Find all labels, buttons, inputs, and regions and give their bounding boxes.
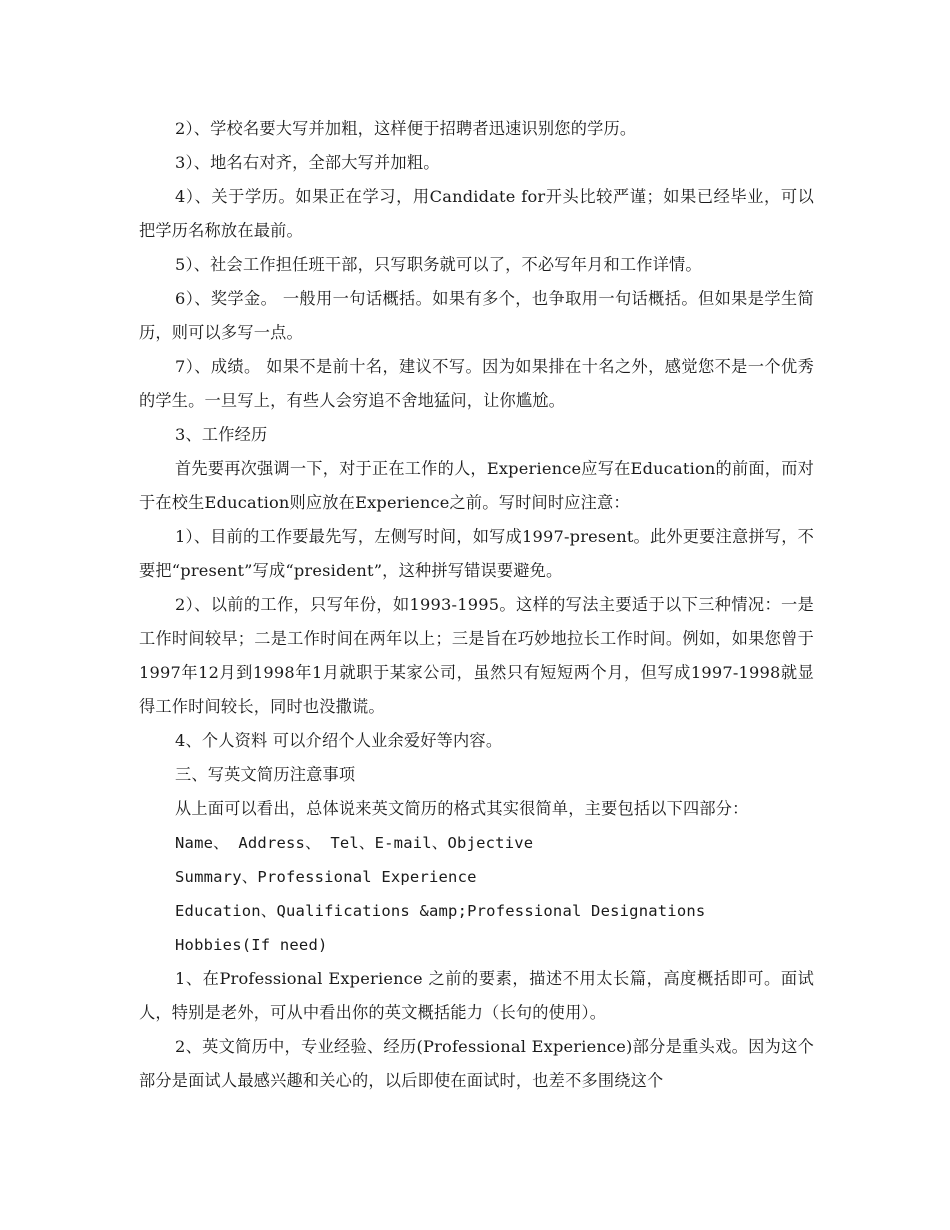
paragraph-professional-experience: 2、英文简历中，专业经验、经历(Professional Experience)部分是重头戏。因为这个部分是面试人最感兴趣和关心的，以后即使在面试时，也差不多围绕这个 xyxy=(139,1037,814,1090)
paragraph-school-name: 2）、学校名要大写并加粗，这样便于招聘者迅速识别您的学历。 xyxy=(175,119,637,138)
paragraph-current-job: 1）、目前的工作要最先写，左侧写时间，如写成1997-present。此外更要注意拼写，不要把“present”写成“president”，这种拼写错误要避免。 xyxy=(139,527,814,580)
paragraph-summary-elements: 1、在Professional Experience 之前的要素，描述不用太长篇，高度概括即可。面试人，特别是老外，可从中看出你的英文概括能力（长句的使用）。 xyxy=(139,969,814,1022)
format-line-education: Education、Qualifications &amp;Professional Designations xyxy=(175,902,706,920)
paragraph-scholarship: 6）、奖学金。 一般用一句话概括。如果有多个，也争取用一句话概括。但如果是学生简历，则可以多写一点。 xyxy=(139,289,814,342)
section-heading-resume-notes: 三、写英文简历注意事项 xyxy=(175,765,356,784)
format-line-summary: Summary、Professional Experience xyxy=(175,868,477,886)
paragraph-experience-order: 首先要再次强调一下，对于正在工作的人，Experience应写在Education的前面，而对于在校生Education则应放在Experience之前。写时间时应注意： xyxy=(139,459,814,512)
section-heading-work-experience: 3、工作经历 xyxy=(175,425,268,444)
paragraph-grades: 7）、成绩。 如果不是前十名，建议不写。因为如果排在十名之外，感觉您不是一个优秀的学生。一旦写上，有些人会穷追不舍地猛问，让你尴尬。 xyxy=(139,357,814,410)
paragraph-format-overview: 从上面可以看出，总体说来英文简历的格式其实很简单，主要包括以下四部分： xyxy=(175,799,749,818)
document-body xyxy=(139,112,814,1098)
format-line-contact: Name、 Address、 Tel、E-mail、Objective xyxy=(175,834,534,852)
paragraph-degree: 4）、关于学历。如果正在学习，用Candidate for开头比较严谨；如果已经毕业，可以把学历名称放在最前。 xyxy=(139,187,814,240)
format-line-hobbies: Hobbies(If need) xyxy=(175,936,328,954)
section-heading-personal-info: 4、个人资料 可以介绍个人业余爱好等内容。 xyxy=(175,731,503,750)
paragraph-social-work: 5）、社会工作担任班干部，只写职务就可以了，不必写年月和工作详情。 xyxy=(175,255,702,274)
paragraph-previous-jobs: 2）、以前的工作，只写年份，如1993-1995。这样的写法主要适于以下三种情况：一是工作时间较早；二是工作时间在两年以上；三是旨在巧妙地拉长工作时间。例如，如果您曾于1997年12月到1998年1月就职于某家公司，虽然只有短短两个月，但写成1997-1998就显得工作时间较长，同时也没撒谎。 xyxy=(139,595,814,716)
paragraph-place-name: 3）、地名右对齐，全部大写并加粗。 xyxy=(175,153,440,172)
